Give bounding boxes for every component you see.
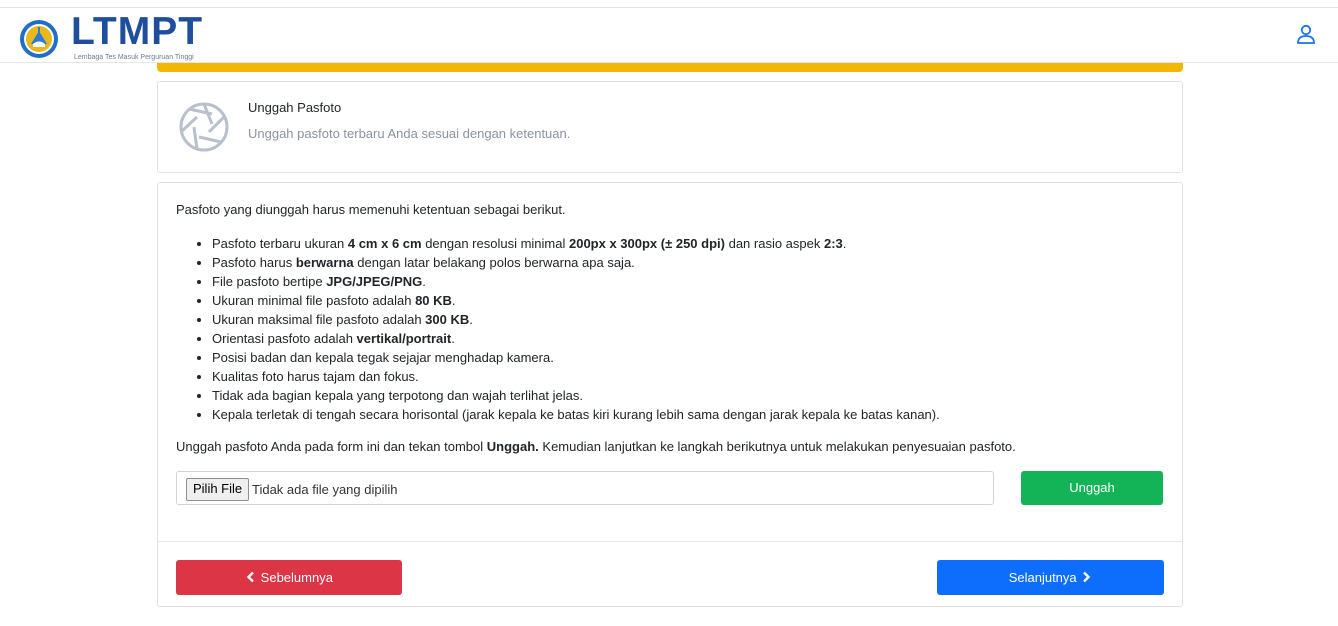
footer-divider bbox=[158, 541, 1182, 542]
list-item: • Posisi badan dan kepala tegak sejajar menghadap kamera. bbox=[212, 348, 1152, 367]
user-icon[interactable] bbox=[1294, 22, 1318, 46]
requirements-intro: Pasfoto yang diunggah harus memenuhi ketentuan sebagai berikut. bbox=[176, 202, 566, 217]
tut-wuri-handayani-emblem-icon bbox=[19, 19, 59, 59]
camera-aperture-icon bbox=[177, 100, 231, 154]
logo-subtitle: Lembaga Tes Masuk Perguruan Tinggi bbox=[74, 54, 194, 61]
list-item: • File pasfoto bertipe JPG/JPEG/PNG. bbox=[212, 272, 1152, 291]
upload-header-card bbox=[157, 81, 1183, 173]
previous-button-label: Sebelumnya bbox=[260, 570, 333, 585]
logo-text: LTMPT bbox=[71, 10, 204, 53]
list-item: • Pasfoto terbaru ukuran 4 cm x 6 cm dengan resolusi minimal 200px x 300px (± 250 dpi) dan rasio aspek 2:3. bbox=[212, 234, 1152, 253]
list-item: • Tidak ada bagian kepala yang terpotong dan wajah terlihat jelas. bbox=[212, 386, 1152, 405]
list-item: • Orientasi pasfoto adalah vertikal/portrait. bbox=[212, 329, 1152, 348]
next-button-label: Selanjutnya bbox=[1008, 570, 1077, 585]
upload-button[interactable]: Unggah bbox=[1021, 471, 1163, 505]
page-title: Unggah Pasfoto bbox=[248, 100, 342, 115]
status-bar-warning bbox=[157, 63, 1183, 72]
list-item: • Ukuran maksimal file pasfoto adalah 300 KB. bbox=[212, 310, 1152, 329]
ltmpt-logo[interactable] bbox=[17, 10, 217, 61]
choose-file-button[interactable]: Pilih File bbox=[186, 478, 249, 501]
page-subtitle: Unggah pasfoto terbaru Anda sesuai dengan ketentuan. bbox=[248, 126, 571, 141]
list-item: • Kepala terletak di tengah secara horisontal (jarak kepala ke batas kiri kurang lebih sama dengan jarak kepala ke batas kanan). bbox=[212, 405, 1152, 424]
file-input[interactable] bbox=[176, 471, 994, 505]
chevron-right-icon bbox=[1080, 571, 1092, 583]
requirements-list bbox=[212, 234, 1152, 424]
list-item: • Ukuran minimal file pasfoto adalah 80 KB. bbox=[212, 291, 1152, 310]
file-status-text: Tidak ada file yang dipilih bbox=[252, 482, 398, 497]
chevron-left-icon bbox=[245, 571, 257, 583]
upload-form-card bbox=[157, 182, 1183, 607]
next-button[interactable] bbox=[937, 560, 1164, 595]
list-item: • Kualitas foto harus tajam dan fokus. bbox=[212, 367, 1152, 386]
list-item: • Pasfoto harus berwarna dengan latar belakang polos berwarna apa saja. bbox=[212, 253, 1152, 272]
navbar bbox=[0, 8, 1338, 63]
upload-instruction: Unggah pasfoto Anda pada form ini dan tekan tombol Unggah. Kemudian lanjutkan ke langkah berikutnya untuk melakukan penyesuaian pasfoto. bbox=[176, 439, 1016, 454]
previous-button[interactable] bbox=[176, 560, 402, 595]
